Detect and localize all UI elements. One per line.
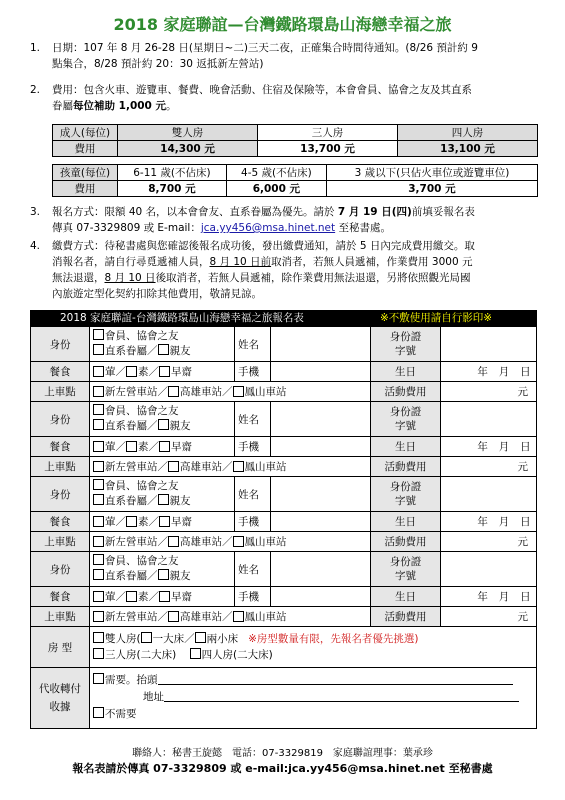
name-label: 姓名 [234, 402, 270, 436]
birthday-label: 生日 [370, 587, 440, 606]
room-quad-checkbox[interactable] [190, 648, 201, 659]
identity-family-checkbox[interactable] [93, 569, 104, 580]
boarding-label: 上車點 [31, 607, 89, 626]
receipt-no-checkbox[interactable] [93, 707, 104, 718]
meal-meat-checkbox[interactable] [93, 441, 104, 452]
item-number: 3. [30, 206, 41, 218]
activity-fee-label: 活動費用 [370, 382, 440, 401]
item-text: 繳費方式：待秘書處與您確認後報名成功後，發出繳費通知，請於 5 日內完成費用繳交。取 [52, 240, 475, 252]
participant-entry: 身份 會員、協會之友 直系眷屬／ 親友 姓名 身份證 字號 餐食 葷／ 素／ 早齋 手機 生日 年 月 日 上車點 新左營車站／ 高雄車站／ 鳳山車站 活動費用 元 [30, 552, 537, 627]
table-header: 4-5 歲(不佔床) [226, 165, 326, 181]
table-cell: 費用 [53, 181, 118, 197]
identity-label: 身份 [31, 327, 89, 361]
email-link[interactable]: jca.yy456@msa.hinet.net [200, 222, 336, 234]
board-fengshan-checkbox[interactable] [233, 611, 244, 622]
meal-veg-checkbox[interactable] [126, 366, 137, 377]
item-number: 4. [30, 240, 41, 252]
meal-meat-checkbox[interactable] [93, 591, 104, 602]
board-kaohsiung-checkbox[interactable] [168, 536, 179, 547]
meal-morning-veg-checkbox[interactable] [159, 441, 170, 452]
table-header: 3 歲以下(只佔火車位或遊覽車位) [326, 165, 537, 181]
name-label: 姓名 [234, 327, 270, 361]
meal-morning-veg-checkbox[interactable] [159, 591, 170, 602]
activity-fee-field[interactable]: 元 [440, 382, 536, 401]
activity-fee-label: 活動費用 [370, 607, 440, 626]
activity-fee-field[interactable]: 元 [440, 457, 536, 476]
meal-veg-checkbox[interactable] [126, 591, 137, 602]
id-number-label: 身份證 字號 [370, 402, 440, 436]
item-number: 2. [30, 84, 41, 96]
participant-entry: 身份 會員、協會之友 直系眷屬／ 親友 姓名 身份證 字號 餐食 葷／ 素／ 早齋 手機 生日 年 月 日 上車點 新左營車站／ 高雄車站／ 鳳山車站 活動費用 元 [30, 402, 537, 477]
table-cell: 3,700 元 [326, 181, 537, 197]
identity-family-checkbox[interactable] [93, 494, 104, 505]
item-text: 內旅遊定型化契約扣除其他費用，敬請見諒。 [52, 288, 262, 300]
meal-veg-checkbox[interactable] [126, 441, 137, 452]
meal-label: 餐食 [31, 362, 89, 381]
identity-member-checkbox[interactable] [93, 554, 104, 565]
table-cell: 13,700 元 [258, 141, 398, 157]
phone-field[interactable] [270, 587, 370, 606]
receipt-label: 代收轉付 收據 [31, 668, 89, 728]
item-text: 傳真 07-3329809 或 E-mail：jca.yy456@msa.hinet.net 至秘書處。 [52, 222, 391, 234]
activity-fee-label: 活動費用 [370, 457, 440, 476]
birthday-label: 生日 [370, 512, 440, 531]
board-kaohsiung-checkbox[interactable] [168, 611, 179, 622]
id-number-label: 身份證 字號 [370, 327, 440, 361]
board-fengshan-checkbox[interactable] [233, 461, 244, 472]
participant-entry: 身份 會員、協會之友 直系眷屬／ 親友 姓名 身份證 字號 餐食 葷／ 素／ 早齋 手機 生日 年 月 日 上車點 新左營車站／ 高雄車站／ 鳳山車站 活動費用 元 [30, 327, 537, 402]
boarding-label: 上車點 [31, 532, 89, 551]
name-label: 姓名 [234, 477, 270, 511]
id-number-label: 身份證 字號 [370, 552, 440, 586]
meal-morning-veg-checkbox[interactable] [159, 516, 170, 527]
table-cell: 14,300 元 [118, 141, 258, 157]
item-text: 消報名者，請自行尋覓遞補人員，8 月 10 日前取消者，若無人員遞補，作業費用 3000 元 [52, 256, 473, 268]
board-kaohsiung-checkbox[interactable] [168, 386, 179, 397]
meal-meat-checkbox[interactable] [93, 366, 104, 377]
board-xinzuoying-checkbox[interactable] [93, 386, 104, 397]
birthday-field[interactable]: 年 月 日 [440, 437, 536, 456]
item-number: 1. [30, 42, 41, 54]
birthday-field[interactable]: 年 月 日 [440, 512, 536, 531]
phone-label: 手機 [234, 362, 270, 381]
identity-member-checkbox[interactable] [93, 479, 104, 490]
name-field[interactable] [270, 552, 370, 586]
id-number-field[interactable] [440, 552, 536, 586]
activity-fee-field[interactable]: 元 [440, 607, 536, 626]
phone-label: 手機 [234, 437, 270, 456]
participant-entry: 身份 會員、協會之友 直系眷屬／ 親友 姓名 身份證 字號 餐食 葷／ 素／ 早齋 手機 生日 年 月 日 上車點 新左營車站／ 高雄車站／ 鳳山車站 活動費用 元 [30, 477, 537, 552]
room-two-beds-checkbox[interactable] [195, 632, 206, 643]
table-cell: 13,100 元 [398, 141, 538, 157]
board-xinzuoying-checkbox[interactable] [93, 536, 104, 547]
phone-field[interactable] [270, 362, 370, 381]
meal-label: 餐食 [31, 587, 89, 606]
identity-family-checkbox[interactable] [93, 419, 104, 430]
child-price-table [52, 164, 538, 197]
info-item-fee [30, 82, 545, 114]
room-triple-checkbox[interactable] [93, 648, 104, 659]
name-field[interactable] [270, 327, 370, 361]
room-type-section: 房 型 雙人房( 一大床／ 兩小床 ※房型數量有限，先報名者優先挑選) 三人房(二大床) 四人房(二大床) [30, 627, 537, 668]
table-cell: 8,700 元 [118, 181, 227, 197]
name-field[interactable] [270, 402, 370, 436]
identity-friend-checkbox[interactable] [158, 569, 169, 580]
item-text: 點集合，8/28 預計約 20：30 返抵新左營站) [52, 58, 264, 70]
submit-instructions: 報名表請於傳真 07-3329809 或 e-mail:jca.yy456@msa.hinet.net 至秘書處 [72, 762, 493, 775]
table-cell: 費用 [53, 141, 118, 157]
room-note: ※房型數量有限，先報名者優先挑選) [248, 633, 419, 645]
identity-friend-checkbox[interactable] [158, 419, 169, 430]
birthday-label: 生日 [370, 437, 440, 456]
identity-label: 身份 [31, 552, 89, 586]
identity-family-checkbox[interactable] [93, 344, 104, 355]
room-double-checkbox[interactable] [93, 632, 104, 643]
item-text: 費用：包含火車、遊覽車、餐費、晚會活動、住宿及保險等，本會會員、協會之友及其直系 [52, 84, 472, 96]
phone-label: 手機 [234, 512, 270, 531]
activity-fee-field[interactable]: 元 [440, 532, 536, 551]
board-xinzuoying-checkbox[interactable] [93, 461, 104, 472]
info-item-payment [30, 238, 545, 302]
meal-veg-checkbox[interactable] [126, 516, 137, 527]
contact-info: 聯絡人：秘書王旋懿 電話：07-3329819 家庭聯誼理事：葉承珍 [132, 748, 433, 759]
table-header: 四人房 [398, 125, 538, 141]
item-text: 日期：107 年 8 月 26-28 日(星期日~二)三天二夜，正確集合時間待通知。(8/26 預計約 9 [52, 42, 478, 54]
table-header: 雙人房 [118, 125, 258, 141]
name-label: 姓名 [234, 552, 270, 586]
meal-label: 餐食 [31, 437, 89, 456]
identity-label: 身份 [31, 477, 89, 511]
identity-member-checkbox[interactable] [93, 329, 104, 340]
id-number-field[interactable] [440, 402, 536, 436]
boarding-label: 上車點 [31, 457, 89, 476]
table-header: 6-11 歲(不佔床) [118, 165, 227, 181]
identity-member-checkbox[interactable] [93, 404, 104, 415]
form-header [30, 310, 537, 327]
item-text: 眷屬每位補助 1,000 元。 [52, 100, 177, 112]
table-cell: 6,000 元 [226, 181, 326, 197]
identity-friend-checkbox[interactable] [158, 494, 169, 505]
table-header: 孩童(每位) [53, 165, 118, 181]
phone-field[interactable] [270, 512, 370, 531]
adult-price-table [52, 124, 538, 157]
room-one-bed-checkbox[interactable] [141, 632, 152, 643]
name-field[interactable] [270, 477, 370, 511]
phone-field[interactable] [270, 437, 370, 456]
receipt-section: 代收轉付 收據 需要。抬頭 地址 不需要 [30, 668, 537, 729]
info-item-date [30, 40, 545, 72]
page-title: 2018 家庭聯誼—台灣鐵路環島山海戀幸福之旅 [113, 15, 452, 34]
birthday-field[interactable]: 年 月 日 [440, 362, 536, 381]
identity-friend-checkbox[interactable] [158, 344, 169, 355]
receipt-need-checkbox[interactable] [93, 673, 104, 684]
form-title: 2018 家庭聯誼-台灣鐵路環島山海戀幸福之旅報名表 [60, 312, 304, 324]
meal-meat-checkbox[interactable] [93, 516, 104, 527]
table-header: 成人(每位) [53, 125, 118, 141]
board-kaohsiung-checkbox[interactable] [168, 461, 179, 472]
receipt-address-field[interactable] [164, 689, 519, 702]
birthday-field[interactable]: 年 月 日 [440, 587, 536, 606]
boarding-label: 上車點 [31, 382, 89, 401]
phone-label: 手機 [234, 587, 270, 606]
meal-label: 餐食 [31, 512, 89, 531]
item-text: 無法退還，8 月 10 日後取消者，若無人員遞補，除作業費用無法退還，另將依照觀光局國 [52, 272, 471, 284]
info-item-registration [30, 204, 545, 236]
birthday-label: 生日 [370, 362, 440, 381]
receipt-title-field[interactable] [158, 672, 513, 685]
board-fengshan-checkbox[interactable] [233, 536, 244, 547]
board-fengshan-checkbox[interactable] [233, 386, 244, 397]
registration-form [30, 310, 537, 729]
room-type-label: 房 型 [31, 627, 89, 667]
board-xinzuoying-checkbox[interactable] [93, 611, 104, 622]
id-number-label: 身份證 字號 [370, 477, 440, 511]
meal-morning-veg-checkbox[interactable] [159, 366, 170, 377]
item-text: 報名方式：限額 40 名，以本會會友、直系眷屬為優先。請於 7 月 19 日(四)前填妥報名表 [52, 206, 475, 218]
id-number-field[interactable] [440, 327, 536, 361]
form-warning: ※不敷使用請自行影印※ [380, 312, 493, 324]
identity-label: 身份 [31, 402, 89, 436]
table-header: 三人房 [258, 125, 398, 141]
id-number-field[interactable] [440, 477, 536, 511]
activity-fee-label: 活動費用 [370, 532, 440, 551]
